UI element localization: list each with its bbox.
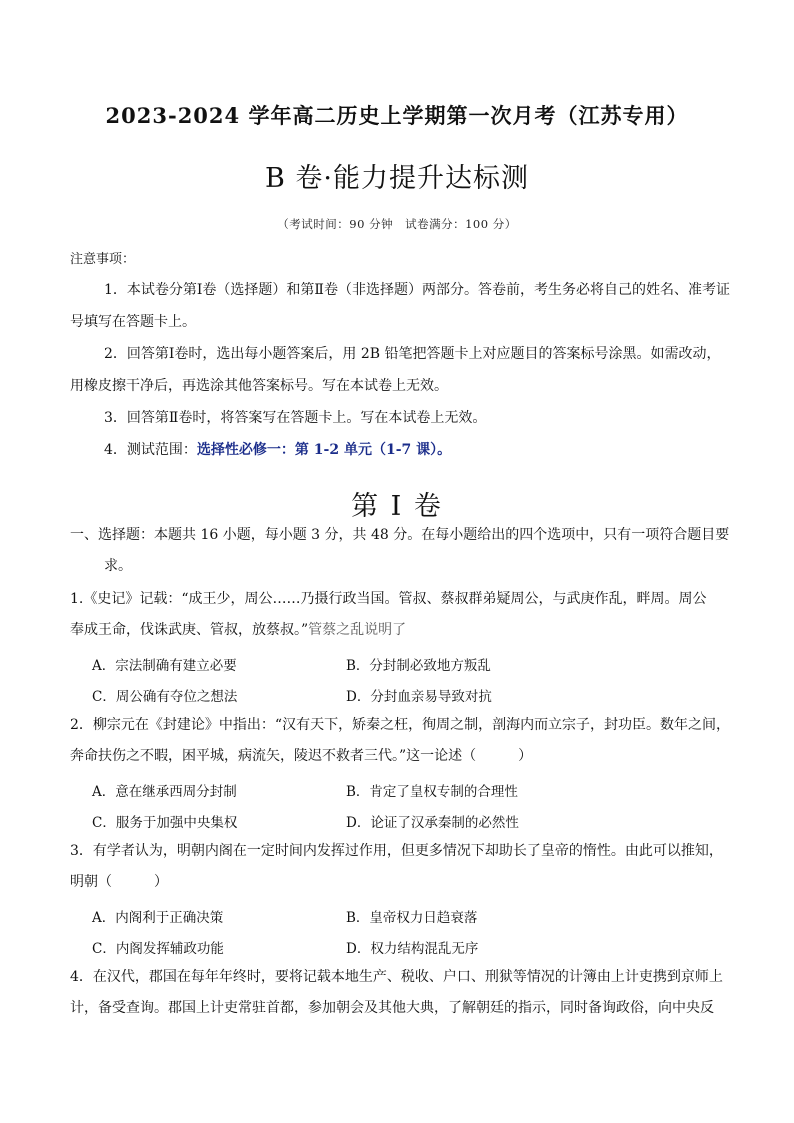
question-2-option-d[interactable]: D．论证了汉承秦制的必然性 [346, 815, 519, 831]
question-1-option-c[interactable]: C．周公确有夺位之想法 [92, 689, 238, 705]
question-4-line2: 计，备受查询。郡国上计吏常驻首都，参加朝会及其他大典，了解朝廷的指示，同时备询政俗，向中央反 [70, 1000, 714, 1016]
exam-meta: （考试时间：90 分钟 试卷满分：100 分） [277, 217, 517, 231]
question-1-option-a[interactable]: A．宗法制确有建立必要 [92, 658, 237, 674]
section-instruction-line2: 求。 [104, 558, 132, 574]
question-1-stem: 管蔡之乱说明了 [308, 622, 407, 638]
question-1-line2 [70, 615, 734, 646]
question-3-option-a[interactable]: A．内阁利于正确决策 [92, 910, 224, 926]
question-2-option-b[interactable]: B．肯定了皇权专制的合理性 [346, 784, 518, 800]
section-instruction-line1: 一、选择题：本题共 16 小题，每小题 3 分，共 48 分。在每小题给出的四个选项中，只有一项符合题目要 [70, 527, 730, 543]
question-3-option-c[interactable]: C．内阁发挥辅政功能 [92, 941, 224, 957]
notice-item-4 [70, 434, 730, 466]
notice-heading: 注意事项： [70, 252, 136, 267]
question-2-line1: 2．柳宗元在《封建论》中指出：“汉有天下，矫秦之枉，徇周之制，剖海内而立宗子，封功臣。数年之间， [70, 717, 731, 733]
question-2-line2: 奔命扶伤之不暇，困平城，病流矢，陵迟不救者三代。”这一论述（ ） [70, 748, 533, 764]
question-3-option-b[interactable]: B．皇帝权力日趋衰落 [346, 910, 478, 926]
exam-title: 2023-2024 学年高二历史上学期第一次月考（江苏专用） [105, 103, 689, 128]
question-3-line2: 明朝（ ） [70, 874, 168, 890]
question-3-line1: 3．有学者认为，明朝内阁在一定时间内发挥过作用，但更多情况下却助长了皇帝的惰性。由此可以推知， [70, 843, 723, 859]
notice-item-3: 3．回答第Ⅱ卷时，将答案写在答题卡上。写在本试卷上无效。 [104, 410, 487, 426]
notice-item-4-prefix: 4．测试范围： [104, 442, 197, 458]
question-4-line1: 4．在汉代，郡国在每年年终时，要将记载本地生产、税收、户口、刑狱等情况的计簿由上计吏携到京师上 [70, 969, 723, 985]
notice-item-1: 1．本试卷分第Ⅰ卷（选择题）和第Ⅱ卷（非选择题）两部分。答卷前，考生务必将自己的姓名、准考证号填写在答题卡上。 [70, 282, 730, 330]
question-1-quote-end: 奉成王命，伐诛武庚、管叔，放蔡叔。” [70, 622, 309, 638]
section-title: 第 I 卷 [351, 491, 443, 522]
question-1-line1: 1.《史记》记载：“成王少，周公……乃摄行政当国。管叔、蔡叔群弟疑周公，与武庚作乱，畔周。周公 [70, 591, 707, 607]
question-2-option-a[interactable]: A．意在继承西周分封制 [92, 784, 237, 800]
question-3-option-d[interactable]: D．权力结构混乱无序 [346, 941, 479, 957]
question-1-option-d[interactable]: D．分封血亲易导致对抗 [346, 689, 492, 705]
question-2-option-c[interactable]: C．服务于加强中央集权 [92, 815, 238, 831]
question-1-option-b[interactable]: B．分封制必致地方叛乱 [346, 658, 491, 674]
test-scope: 选择性必修一：第 1-2 单元（1-7 课）。 [196, 442, 452, 458]
notice-list [70, 274, 730, 466]
notice-item-2: 2．回答第Ⅰ卷时，选出每小题答案后，用 2B 铅笔把答题卡上对应题目的答案标号涂黑。如需改动，用橡皮擦干净后，再选涂其他答案标号。写在本试卷上无效。 [70, 346, 721, 394]
exam-subtitle: B 卷·能力提升达标测 [264, 163, 529, 194]
